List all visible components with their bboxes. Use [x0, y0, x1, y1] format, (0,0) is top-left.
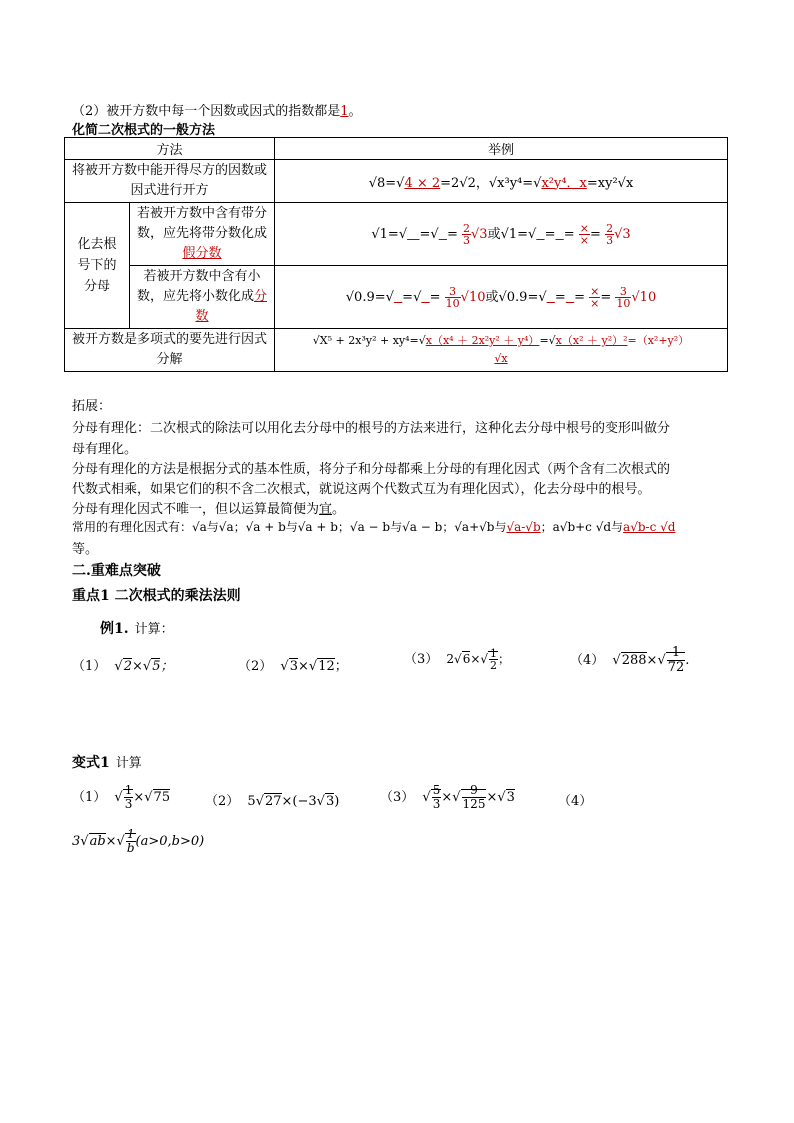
v1-item-4: 3√ab×√ $\frac{1}{b}$ (a>0,b>0) — [72, 827, 205, 855]
v1-item-1: （1） √ $\frac{1}{3}$ ×√75 — [72, 783, 171, 811]
intro-line: （2）被开方数中每一个因数或因式的指数都是1。 — [72, 104, 362, 119]
row2-example: √1=√ =√ = $\frac{2}{3}$ √3或√1=√ = = $\frac{\times}{\times}$ = $\frac{2}{3}$ √3 — [275, 203, 728, 266]
ex1-item-1: （1） √2×√5； — [72, 659, 174, 674]
ext-p2-line1: 分母有理化的方法是根据分式的基本性质，将分子和分母都乘上分母的有理化因式（两个含有二次根式的 — [72, 462, 671, 477]
example1-heading: 例1. 计算： — [100, 621, 174, 637]
ext-p1-line1: 分母有理化：二次根式的除法可以用化去分母中的根号的方法来进行，这种化去分母中根号的变形叫做分 — [72, 421, 671, 436]
ex1-item-2: （2） √3×√12； — [238, 659, 348, 674]
ex1-item-4: （4） √288×√ $\frac{1}{72}$ . — [570, 645, 690, 675]
ext-p4: 常用的有理化因式有：√a与√a；√a + b与√a + b；√a − b与√a − b；√a+√b与√a-√b；a√b+c √d与a√b-c √d — [72, 520, 676, 534]
row3-example: √0.9=√ =√ = $\frac{3}{10}$ √10或√0.9=√ = = $\frac{\times}{\times}$ = $\frac{3}{10}$ √10 — [275, 266, 728, 329]
v1-item-4-label: （4） — [558, 794, 593, 809]
ext-p2-line2: 代数式相乘，如果它们的积不含二次根式，就说这两个代数式互为有理化因式），化去分母中的根号。 — [72, 482, 651, 497]
row2-method: 若被开方数中含有带分数，应先将带分数化成假分数 — [130, 203, 275, 266]
ext-p3: 分母有理化因式不唯一，但以运算最简便为宜。 — [72, 502, 346, 517]
method-table — [64, 137, 728, 372]
group-label: 化去根号下的分母 — [65, 203, 130, 329]
extension-title: 拓展： — [72, 399, 112, 414]
v1-item-2: （2） 5√27×(−3√3) — [205, 794, 340, 809]
v1-item-3: （3） √ $\frac{5}{3}$ ×√ $\frac{9}{125}$ ×√3 — [380, 783, 515, 811]
row4-method: 被开方数是多项式的要先进行因式分解 — [65, 329, 275, 372]
table-header-example: 举例 — [275, 138, 728, 160]
ex1-item-3: （3） 2√6×√ $\frac{1}{2}$ ； — [404, 647, 511, 672]
row3-method: 若被开方数中含有小数，应先将小数化成分数 — [130, 266, 275, 329]
table-header-method: 方法 — [65, 138, 275, 160]
section2-title: 二.重难点突破 — [72, 563, 161, 579]
row4-example: √X⁵ + 2x³y² + xy⁴=√x（x⁴ ＋ 2x²y² ＋ y⁴）=√x（x² ＋ y²）²=（x²+y²） √x — [275, 329, 728, 372]
intro-answer: 1 — [340, 104, 349, 119]
method-title: 化简二次根式的一般方法 — [72, 123, 216, 138]
ext-p1-line2: 母有理化。 — [72, 442, 138, 457]
variant1-heading: 变式1 计算 — [72, 755, 142, 771]
key1-title: 重点1 二次根式的乘法法则 — [72, 588, 241, 604]
ext-p5: 等。 — [72, 542, 99, 557]
row1-method: 将被开方数中能开得尽方的因数或因式进行开方 — [65, 160, 275, 203]
row1-example: √8=√4 × 2=2√2，√x³y⁴=√x²y⁴．x=xy²√x — [275, 160, 728, 203]
